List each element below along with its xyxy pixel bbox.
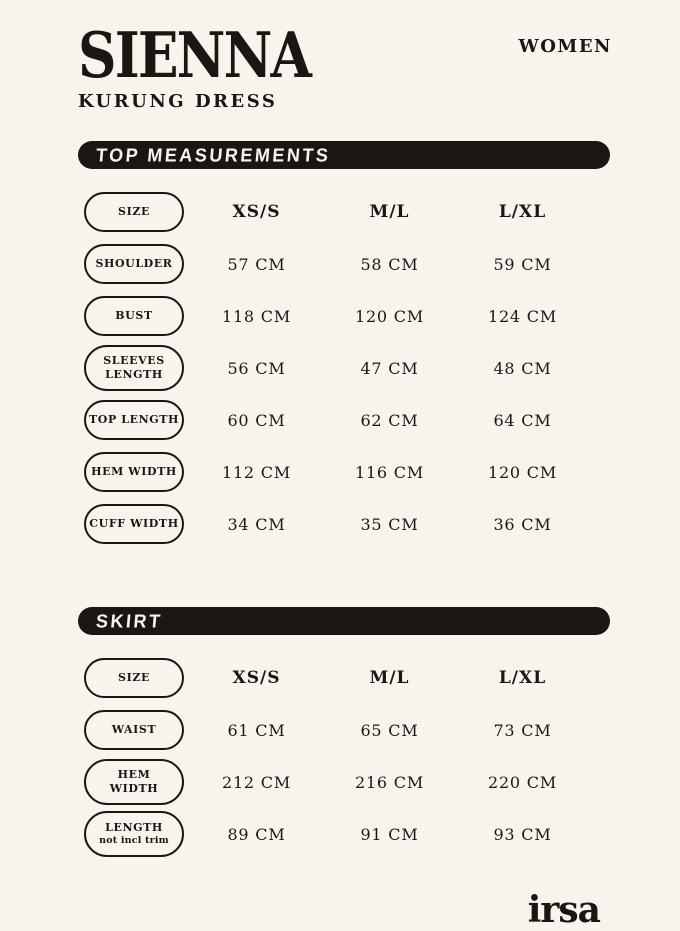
skirt-table	[78, 652, 612, 860]
measurement-label: HEM WIDTH	[91, 465, 177, 479]
measurement-label-line2: WIDTH	[109, 782, 159, 796]
measurement-pill	[84, 504, 184, 544]
brand-block	[78, 18, 330, 113]
column-header-m-l: M/L	[369, 202, 410, 223]
measurement-value: 216 CM	[354, 772, 425, 792]
measurement-pill	[84, 296, 184, 336]
measurement-pill	[84, 811, 184, 857]
section-skirt	[78, 607, 612, 860]
measurement-value: 116 CM	[354, 462, 425, 482]
brand-title: SIENNA	[78, 18, 311, 92]
measurement-value: 47 CM	[360, 358, 419, 378]
measurement-label-line2: LENGTH	[105, 368, 163, 382]
measurement-value: 58 CM	[360, 254, 419, 274]
table-row-length	[78, 808, 612, 860]
measurement-value: 112 CM	[221, 462, 292, 482]
measurement-pill	[84, 244, 184, 284]
measurement-pill	[84, 452, 184, 492]
measurement-label: LENGTH	[105, 821, 163, 835]
column-header-m-l: M/L	[369, 668, 410, 689]
measurement-value: 61 CM	[227, 720, 286, 740]
measurement-value: 91 CM	[360, 824, 419, 844]
size-pill-label: SIZE	[118, 205, 150, 219]
skirt-title-bar	[78, 607, 610, 635]
table-row-sleeves-length	[78, 342, 612, 394]
measurement-value: 120 CM	[354, 306, 425, 326]
measurement-label: BUST	[115, 309, 153, 323]
top-measurements-table	[78, 186, 612, 550]
table-row-bust	[78, 290, 612, 342]
measurement-value: 35 CM	[360, 514, 419, 534]
brand-logo: irsa	[527, 889, 600, 931]
measurement-value: 73 CM	[493, 720, 552, 740]
section-title: SKIRT	[95, 610, 164, 632]
measurement-value: 93 CM	[493, 824, 552, 844]
table-row-cuff-width	[78, 498, 612, 550]
column-header-l-xl: L/XL	[498, 668, 547, 689]
size-pill	[84, 192, 184, 232]
measurement-label: CUFF WIDTH	[89, 517, 179, 531]
section-title: TOP MEASUREMENTS	[95, 144, 332, 166]
measurement-value: 62 CM	[360, 410, 419, 430]
column-header-xs-s: XS/S	[232, 668, 281, 689]
table-header-row	[78, 186, 612, 238]
measurement-value: 220 CM	[487, 772, 558, 792]
measurement-value: 59 CM	[493, 254, 552, 274]
table-row-hem-width	[78, 756, 612, 808]
measurement-value: 48 CM	[493, 358, 552, 378]
measurement-value: 36 CM	[493, 514, 552, 534]
category-label: WOMEN	[518, 36, 612, 57]
size-pill-label: SIZE	[118, 671, 150, 685]
measurement-value: 120 CM	[487, 462, 558, 482]
size-pill	[84, 658, 184, 698]
product-name: KURUNG DRESS	[78, 91, 278, 113]
measurement-pill	[84, 710, 184, 750]
measurement-value: 124 CM	[487, 306, 558, 326]
measurement-pill	[84, 400, 184, 440]
measurement-value: 34 CM	[227, 514, 286, 534]
measurement-value: 118 CM	[221, 306, 292, 326]
measurement-value: 65 CM	[360, 720, 419, 740]
header	[78, 18, 612, 113]
table-row-shoulder	[78, 238, 612, 290]
top-measurements-title-bar	[78, 141, 610, 169]
measurement-label: SLEEVES	[103, 354, 165, 368]
table-row-top-length	[78, 394, 612, 446]
measurement-label: WAIST	[111, 723, 157, 737]
measurement-pill	[84, 759, 184, 805]
measurement-value: 64 CM	[493, 410, 552, 430]
table-header-row	[78, 652, 612, 704]
measurement-value: 212 CM	[221, 772, 292, 792]
measurement-value: 57 CM	[227, 254, 286, 274]
measurement-label-line2: not incl trim	[99, 835, 169, 847]
measurement-value: 89 CM	[227, 824, 286, 844]
measurement-label: HEM	[117, 768, 151, 782]
measurement-label: TOP LENGTH	[89, 413, 180, 427]
column-header-xs-s: XS/S	[232, 202, 281, 223]
measurement-value: 56 CM	[227, 358, 286, 378]
measurement-label: SHOULDER	[95, 257, 173, 271]
table-row-waist	[78, 704, 612, 756]
measurement-pill	[84, 345, 184, 391]
table-row-hem-width	[78, 446, 612, 498]
section-top-measurements	[78, 141, 612, 550]
column-header-l-xl: L/XL	[498, 202, 547, 223]
measurement-value: 60 CM	[227, 410, 286, 430]
